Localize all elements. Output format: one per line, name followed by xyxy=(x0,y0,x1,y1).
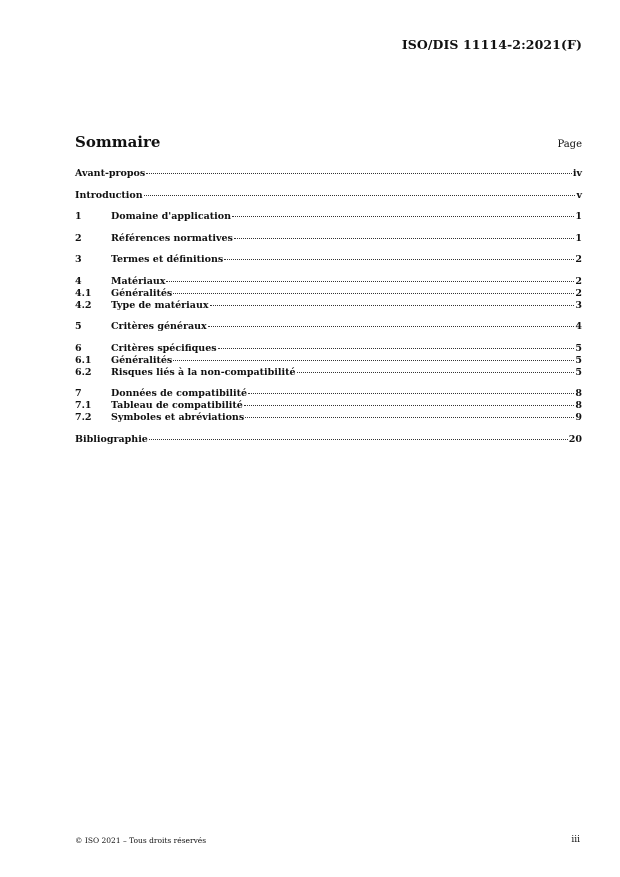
toc-dot-leader xyxy=(245,417,574,418)
toc-dot-leader xyxy=(149,439,568,440)
toc-dot-leader xyxy=(208,326,575,327)
toc-entry-page: 2 xyxy=(575,275,582,287)
toc-entry-label: Termes et définitions xyxy=(111,254,224,265)
toc-entry-label: Généralités xyxy=(111,287,173,299)
toc-entry-number: 7.2 xyxy=(75,412,92,423)
toc-entry-7[interactable] xyxy=(75,388,582,400)
document-id: ISO/DIS 11114-2:2021(F) xyxy=(401,37,582,52)
toc-entry-page: 2 xyxy=(575,254,582,265)
toc-header xyxy=(75,133,582,151)
toc-entry-number: 2 xyxy=(75,232,82,244)
toc-entry-number: 4 xyxy=(75,275,82,287)
toc-entry-label: Critères généraux xyxy=(111,321,207,332)
toc-entry-bibliographie[interactable] xyxy=(75,434,582,446)
toc-entry-label: Généralités xyxy=(111,354,173,366)
toc-entry-page: 8 xyxy=(575,400,582,411)
toc-entry-page: 3 xyxy=(575,299,582,311)
toc-dot-leader xyxy=(173,293,574,294)
toc-entry-number: 5 xyxy=(75,321,82,332)
toc-entry-label: Introduction xyxy=(75,189,143,201)
toc-entry-page: 9 xyxy=(575,412,582,423)
toc-entry-page: 1 xyxy=(575,211,582,222)
toc-dot-leader xyxy=(144,195,576,196)
toc-entry-label: Références normatives xyxy=(111,232,233,244)
toc-entry-number: 6.2 xyxy=(75,366,92,378)
toc-dot-leader xyxy=(234,238,574,239)
toc-entry-page: iv xyxy=(572,168,582,179)
toc-entry-page: 20 xyxy=(568,433,582,445)
toc-title: Sommaire xyxy=(75,133,161,151)
toc-dot-leader xyxy=(218,348,575,349)
toc-entry-page: 5 xyxy=(575,342,582,354)
toc-entry-6-2[interactable] xyxy=(75,367,582,379)
toc-dot-leader xyxy=(173,360,574,361)
toc-entry-avant-propos[interactable] xyxy=(75,168,582,180)
toc-entry-4-2[interactable] xyxy=(75,300,582,312)
toc-dot-leader xyxy=(146,173,572,174)
table-of-contents xyxy=(75,168,582,446)
toc-entry-7-2[interactable] xyxy=(75,412,582,424)
toc-entry-2[interactable] xyxy=(75,233,582,245)
toc-entry-6-1[interactable] xyxy=(75,355,582,367)
toc-entry-page: 5 xyxy=(575,354,582,366)
toc-entry-page: 8 xyxy=(575,388,582,399)
toc-entry-6[interactable] xyxy=(75,343,582,355)
toc-entry-label: Type de matériaux xyxy=(111,299,209,311)
toc-entry-label: Avant-propos xyxy=(75,168,146,179)
toc-entry-number: 6 xyxy=(75,342,82,354)
toc-entry-label: Risques liés à la non-compatibilité xyxy=(111,366,296,378)
toc-entry-number: 4.2 xyxy=(75,299,92,311)
toc-entry-introduction[interactable] xyxy=(75,190,582,202)
toc-entry-label: Domaine d'application xyxy=(111,211,232,222)
toc-entry-label: Données de compatibilité xyxy=(111,388,247,399)
toc-entry-7-1[interactable] xyxy=(75,400,582,412)
toc-entry-4[interactable] xyxy=(75,276,582,288)
toc-dot-leader xyxy=(244,405,575,406)
toc-entry-label: Symboles et abréviations xyxy=(111,412,245,423)
toc-entry-4-1[interactable] xyxy=(75,288,582,300)
toc-dot-leader xyxy=(248,393,574,394)
footer-page-number: iii xyxy=(571,835,580,845)
toc-entry-label: Critères spécifiques xyxy=(111,342,217,354)
toc-entry-label: Bibliographie xyxy=(75,433,148,445)
toc-entry-page: 2 xyxy=(575,287,582,299)
toc-dot-leader xyxy=(166,281,574,282)
toc-entry-label: Matériaux xyxy=(111,275,166,287)
toc-entry-number: 7.1 xyxy=(75,400,92,411)
toc-dot-leader xyxy=(224,259,574,260)
toc-entry-3[interactable] xyxy=(75,254,582,266)
toc-entry-page: 5 xyxy=(575,366,582,378)
toc-entry-page: 1 xyxy=(575,232,582,244)
toc-entry-page: v xyxy=(576,189,582,201)
toc-page-column-label: Page xyxy=(557,139,582,150)
toc-entry-number: 1 xyxy=(75,211,82,222)
toc-entry-label: Tableau de compatibilité xyxy=(111,400,243,411)
toc-entry-5[interactable] xyxy=(75,321,582,333)
toc-entry-1[interactable] xyxy=(75,211,582,223)
toc-dot-leader xyxy=(297,372,575,373)
toc-entry-page: 4 xyxy=(575,321,582,332)
toc-entry-number: 4.1 xyxy=(75,287,92,299)
toc-entry-number: 3 xyxy=(75,254,82,265)
toc-dot-leader xyxy=(210,305,575,306)
toc-entry-number: 7 xyxy=(75,388,82,399)
footer-copyright: © ISO 2021 – Tous droits réservés xyxy=(75,836,207,845)
toc-entry-number: 6.1 xyxy=(75,354,92,366)
toc-dot-leader xyxy=(232,216,574,217)
